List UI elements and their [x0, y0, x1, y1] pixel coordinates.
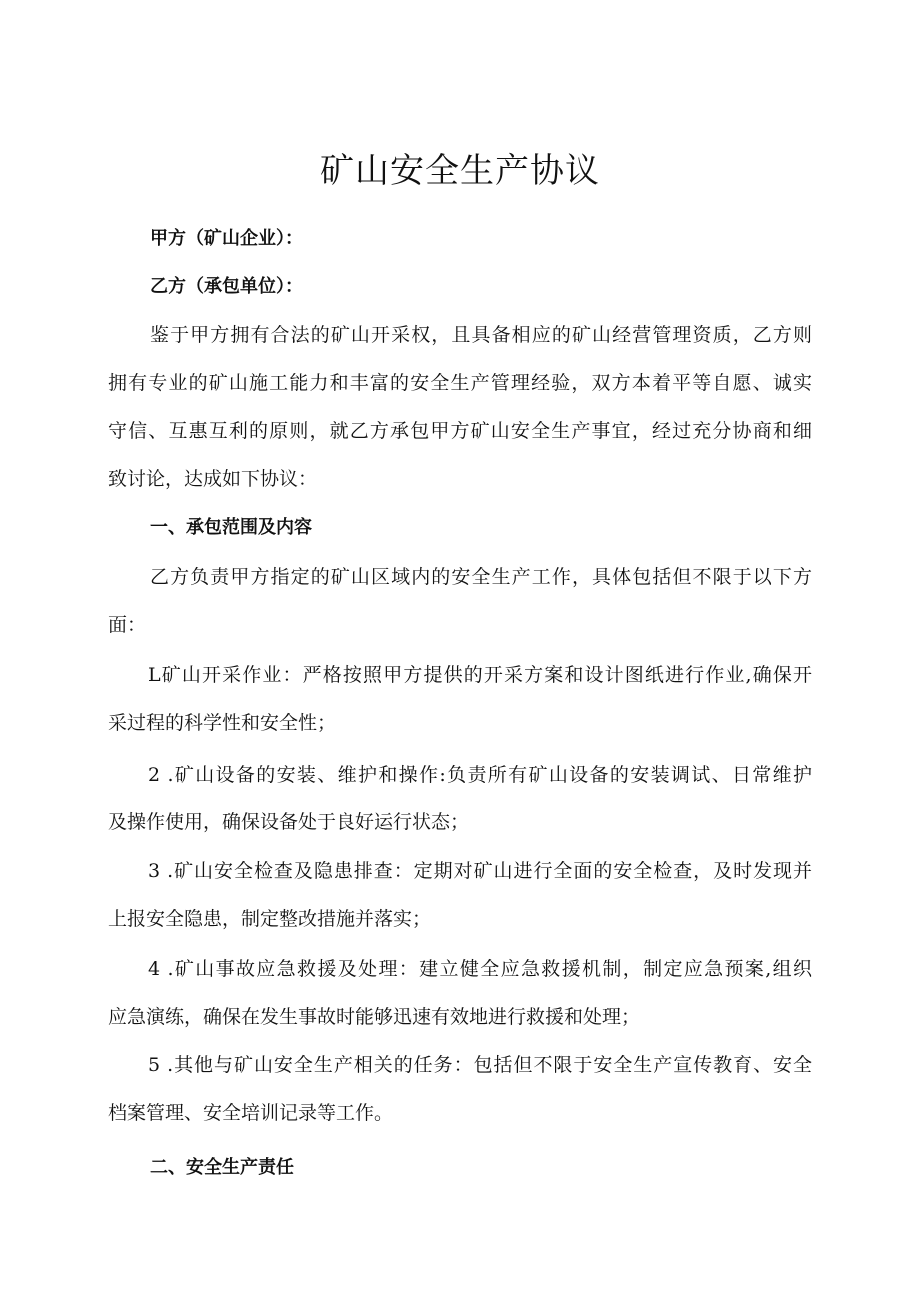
preamble-line: 守信、互惠互利的原则，就乙方承包甲方矿山安全生产事宜，经过充分协商和细: [108, 420, 812, 442]
scope-item-line: 应急演练，确保在发生事故时能够迅速有效地进行救援和处理；: [108, 1006, 641, 1028]
section-2-heading: 二、安全生产责任: [150, 1157, 294, 1178]
preamble-line: 致讨论，达成如下协议：: [108, 468, 318, 490]
scope-item-line: 及操作使用，确保设备处于良好运行状态；: [108, 811, 470, 833]
preamble-line: 拥有专业的矿山施工能力和丰富的安全生产管理经验，双方本着平等自愿、诚实: [108, 372, 812, 394]
preamble-line: 鉴于甲方拥有合法的矿山开采权，且具备相应的矿山经营管理资质，乙方则: [150, 324, 812, 346]
scope-item-line: 4 .矿山事故应急救援及处理：建立健全应急救援机制，制定应急预案,组织: [148, 958, 812, 980]
section-1-intro-line: 面：: [108, 614, 147, 636]
scope-item-line: 2 .矿山设备的安装、维护和操作:负责所有矿山设备的安装调试、日常维护: [148, 764, 812, 786]
scope-item-line: 采过程的科学性和安全性；: [108, 712, 337, 734]
scope-item-line: 3 .矿山安全检查及隐患排查：定期对矿山进行全面的安全检查，及时发现并: [148, 860, 812, 882]
document-title: 矿山安全生产协议: [320, 150, 600, 191]
scope-item-line: 上报安全隐患，制定整改措施并落实；: [108, 908, 432, 930]
section-1-heading: 一、承包范围及内容: [150, 517, 312, 538]
scope-item-line: 5 .其他与矿山安全生产相关的任务：包括但不限于安全生产宣传教育、安全: [148, 1054, 812, 1076]
section-1-intro-line: 乙方负责甲方指定的矿山区域内的安全生产工作，具体包括但不限于以下方: [150, 566, 812, 588]
party-b-label: 乙方（承包单位）：: [150, 276, 303, 297]
party-a-label: 甲方（矿山企业）：: [150, 228, 303, 249]
scope-item-line: L矿山开采作业：严格按照甲方提供的开采方案和设计图纸进行作业,确保开: [148, 664, 812, 686]
scope-item-line: 档案管理、安全培训记录等工作。: [108, 1102, 394, 1124]
